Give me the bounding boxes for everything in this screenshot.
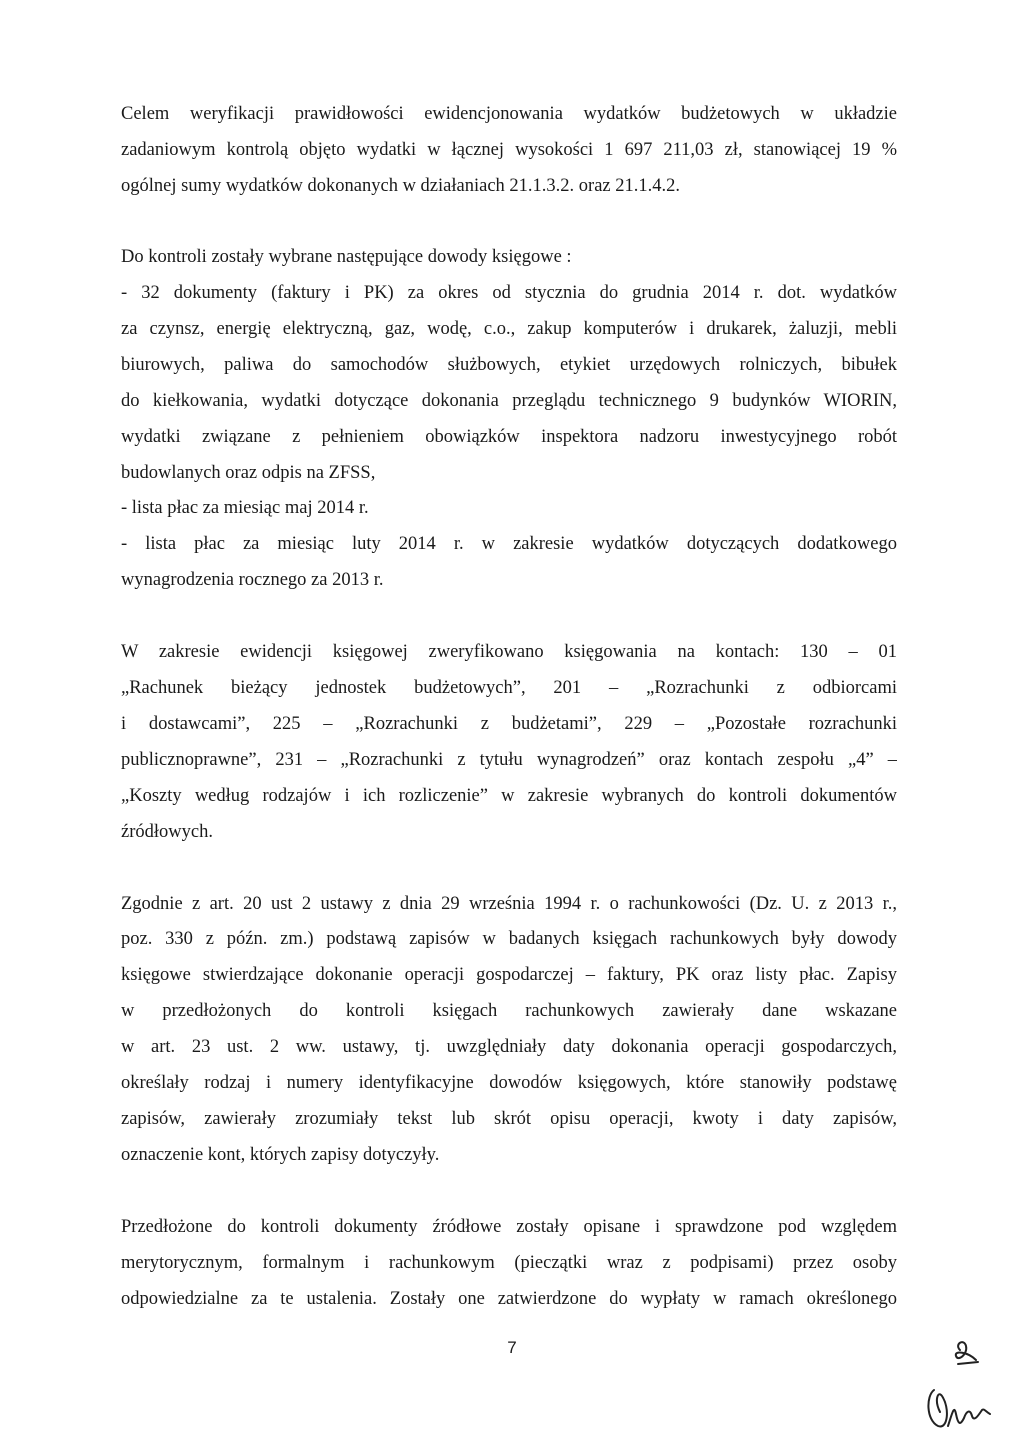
text-line: Celem weryfikacji prawidłowości ewidencjonowania wydatków budżetowych w układzie [121, 104, 897, 124]
text-line: Przedłożone do kontroli dokumenty źródłowe zostały opisane i sprawdzone pod względem [121, 1217, 897, 1237]
text-line: ogólnej sumy wydatków dokonanych w działaniach 21.1.3.2. oraz 21.1.4.2. [121, 176, 680, 196]
text-line: w art. 23 ust. 2 ww. ustawy, tj. uwzględniały daty dokonania operacji gospodarczych, [121, 1037, 897, 1057]
text-line: budowlanych oraz odpis na ZFSS, [121, 463, 376, 483]
text-line: wydatki związane z pełnieniem obowiązków inspektora nadzoru inwestycyjnego robót [121, 427, 897, 447]
text-line: księgowe stwierdzające dokonanie operacji gospodarczej – faktury, PK oraz listy płac. Zapisy [121, 965, 897, 985]
text-line: biurowych, paliwa do samochodów służbowych, etykiet urzędowych rolniczych, bibułek [121, 355, 897, 375]
text-line: - lista płac za miesiąc maj 2014 r. [121, 498, 369, 518]
text-line: „Koszty według rodzajów i ich rozliczenie” w zakresie wybranych do kontroli dokumentów [121, 786, 897, 806]
text-line: w przedłożonych do kontroli księgach rachunkowych zawierały dane wskazane [121, 1001, 897, 1021]
text-line: - lista płac za miesiąc luty 2014 r. w zakresie wydatków dotyczących dodatkowego [121, 534, 897, 554]
text-line: do kiełkowania, wydatki dotyczące dokonania przeglądu technicznego 9 budynków WIORIN, [121, 391, 897, 411]
text-line: W zakresie ewidencji księgowej zweryfikowano księgowania na kontach: 130 – 01 [121, 642, 897, 662]
text-line: źródłowych. [121, 822, 213, 842]
text-line: oznaczenie kont, których zapisy dotyczyły. [121, 1145, 440, 1165]
text-line: Zgodnie z art. 20 ust 2 ustawy z dnia 29 września 1994 r. o rachunkowości (Dz. U. z 2013 r., [121, 894, 897, 914]
text-line: zapisów, zawierały zrozumiały tekst lub skrót opisu operacji, kwoty i daty zapisów, [121, 1109, 897, 1129]
text-line: - 32 dokumenty (faktury i PK) za okres od stycznia do grudnia 2014 r. dot. wydatków [121, 283, 897, 303]
text-line: publicznoprawne”, 231 – „Rozrachunki z tytułu wynagrodzeń” oraz kontach zespołu „4” – [121, 750, 897, 770]
text-line: merytorycznym, formalnym i rachunkowym (pieczątki wraz z podpisami) przez osoby [121, 1253, 897, 1273]
text-line: określały rodzaj i numery identyfikacyjne dowodów księgowych, które stanowiły podstawę [121, 1073, 897, 1093]
text-line: zadaniowym kontrolą objęto wydatki w łącznej wysokości 1 697 211,03 zł, stanowiącej 19 % [121, 140, 897, 160]
page-number: 7 [507, 1338, 517, 1357]
text-line: „Rachunek bieżący jednostek budżetowych”, 201 – „Rozrachunki z odbiorcami [121, 678, 897, 698]
text-line: Do kontroli zostały wybrane następujące dowody księgowe : [121, 247, 572, 267]
text-line: poz. 330 z późn. zm.) podstawą zapisów w badanych księgach rachunkowych były dowody [121, 929, 897, 949]
text-line: odpowiedzialne za te ustalenia. Zostały one zatwierdzone do wypłaty w ramach określonego [121, 1289, 897, 1309]
text-line: wynagrodzenia rocznego za 2013 r. [121, 570, 384, 590]
text-line: za czynsz, energię elektryczną, gaz, wodę, c.o., zakup komputerów i drukarek, żaluzji, mebli [121, 319, 897, 339]
handwritten-initials [920, 1330, 1000, 1440]
text-line: i dostawcami”, 225 – „Rozrachunki z budżetami”, 229 – „Pozostałe rozrachunki [121, 714, 897, 734]
